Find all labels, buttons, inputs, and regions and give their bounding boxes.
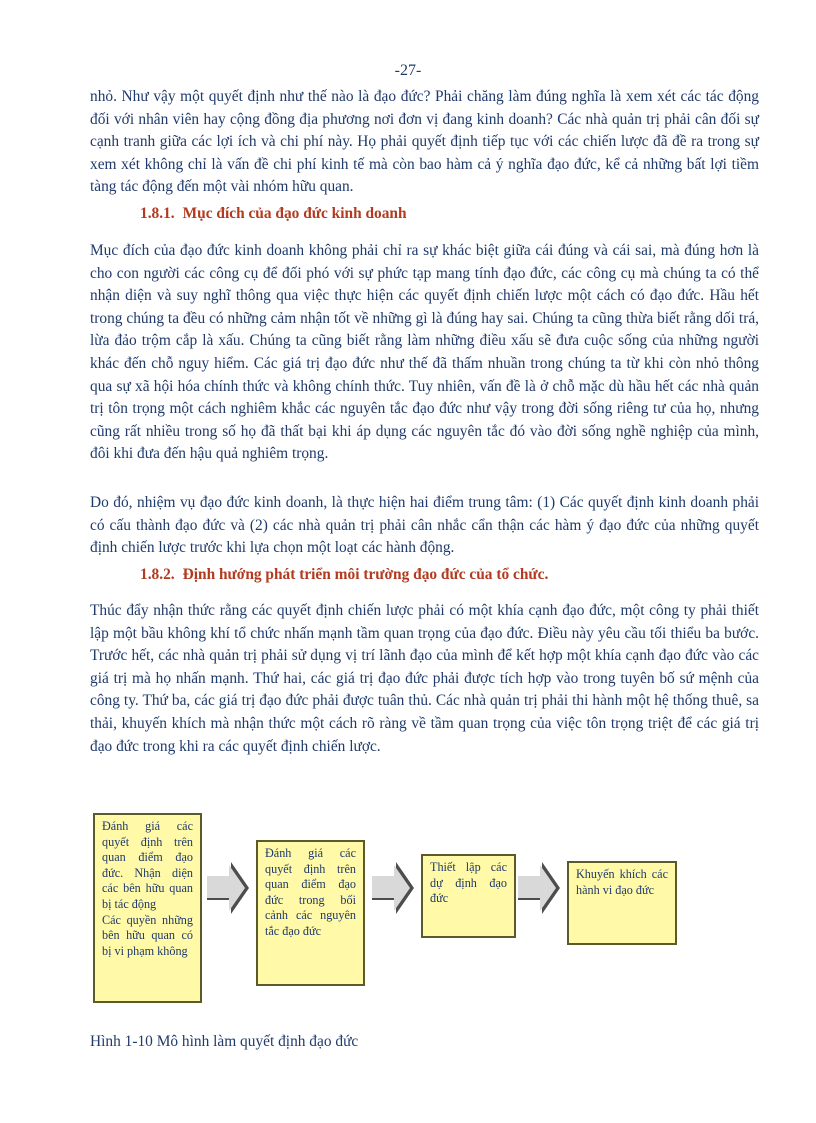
section-number: 1.8.1. [140,205,175,222]
box-line: Thiết lập các dự định đạo đức [430,860,507,906]
diagram-box-encourage-behavior [567,861,677,945]
paragraph-purpose: Mục đích của đạo đức kinh doanh không phải chỉ ra sự khác biệt giữa cái đúng và cái sai, mà đúng hơn là cho con người các công cụ để đối phó với sự phức tạp mang tính đạo đức, các công cụ mà chúng ta có thể nhận diện và suy nghĩ thông qua việc thực hiện các quyết định chiến lược một cách có đạo đức. Hầu hết trong chúng ta đều có những cảm nhận tốt về những gì là đúng hay sai. Chúng ta cũng thừa biết rằng dối trá, lừa đảo trộm cắp là xấu. Chúng ta cũng biết rằng làm những điều xấu sẽ đưa cuộc sống của những người khác đến chỗ nguy hiểm. Các giá trị đạo đức như thế đã thấm nhuần trong chúng ta từ khi còn nhỏ thông qua sự xã hội hóa chính thức và không chính thức. Tuy nhiên, vấn đề là ở chỗ mặc dù hầu hết các nhà quản trị tôn trọng một cách nghiêm khắc các nguyên tắc đạo đức như vậy trong đời sống riêng tư của họ, nhưng cũng rất nhiều trong số họ đã thất bại khi áp dụng các nguyên tắc đó vào đời sống nghề nghiệp của mình, đôi khi đưa đến hậu quả nghiêm trọng. [90,242,759,463]
page-number: -27- [394,62,422,79]
box-line: Đánh giá các quyết định trên quan điểm đạo đức. Nhận diện các bên hữu quan bị tác động [102,819,193,911]
paragraph-intro: nhỏ. Như vậy một quyết định như thế nào là đạo đức? Phải chăng làm đúng nghĩa là xem xét các tác động đối với nhân viên hay cộng đồng địa phương nơi đơn vị đang kinh doanh? Các nhà quản trị phải cân đối sự cạnh tranh giữa các lợi ích và chi phí này. Họ phải quyết định tiếp tục với các chiến lược đã đề ra trong sự xem xét không chỉ là vấn đề chi phí kinh tế mà còn bao hàm cả ý nghĩa đạo đức, kể cả những bất lợi tiềm tàng tác động đến một vài nhóm hữu quan. [90,88,759,196]
paragraph-task: Do đó, nhiệm vụ đạo đức kinh doanh, là thực hiện hai điểm trung tâm: (1) Các quyết định kinh doanh phải có cấu thành đạo đức và (2) các nhà quản trị phải cân nhắc cẩn thận các hàm ý đạo đức của những quyết định chiến lược trước khi lựa chọn một loạt các hành động. [90,494,759,557]
section-title: Định hướng phát triển môi trường đạo đức của tổ chức. [182,566,549,583]
section-title: Mục đích của đạo đức kinh doanh [182,205,407,222]
box-line: Các quyền những bên hữu quan có bị vi phạm không [102,912,193,958]
section-heading-1-8-1 [140,205,407,223]
diagram-box-evaluate-principles [256,840,365,986]
paragraph-environment: Thúc đẩy nhận thức rằng các quyết định chiến lược phải có một khía cạnh đạo đức, một công ty phải thiết lập một bầu không khí tổ chức nhấn mạnh tầm quan trọng của đạo đức. Điều này yêu cầu tối thiểu ba bước. Trước hết, các nhà quản trị phải sử dụng vị trí lãnh đạo của mình để kết hợp một khía cạnh đạo đức vào các giá trị mà họ nhấn mạnh. Thứ hai, các giá trị đạo đức phải được tích hợp vào trong tuyên bố sứ mệnh của công ty. Thứ ba, các giá trị đạo đức phải được tuân thủ. Các nhà quản trị phải thi hành một hệ thống thuê, sa thải, khuyến khích mà nhận thức một cách rõ ràng về tầm quan trọng của việc tôn trọng triệt để các giá trị đạo đức trong khi ra các quyết định chiến lược. [90,602,759,755]
right-arrow-icon [372,862,414,914]
diagram-box-evaluate-stakeholders [93,813,202,1003]
section-heading-1-8-2 [140,566,548,584]
right-arrow-icon [518,862,560,914]
box-line: Đánh giá các quyết định trên quan điểm đạo đức trong bối cảnh các nguyên tắc đạo đức [265,846,356,938]
figure-caption: Hình 1-10 Mô hình làm quyết định đạo đức [90,1033,359,1050]
box-line: Khuyến khích các hành vi đạo đức [576,867,668,897]
right-arrow-icon [207,862,249,914]
diagram-box-ethical-intentions [421,854,516,938]
section-number: 1.8.2. [140,566,175,583]
